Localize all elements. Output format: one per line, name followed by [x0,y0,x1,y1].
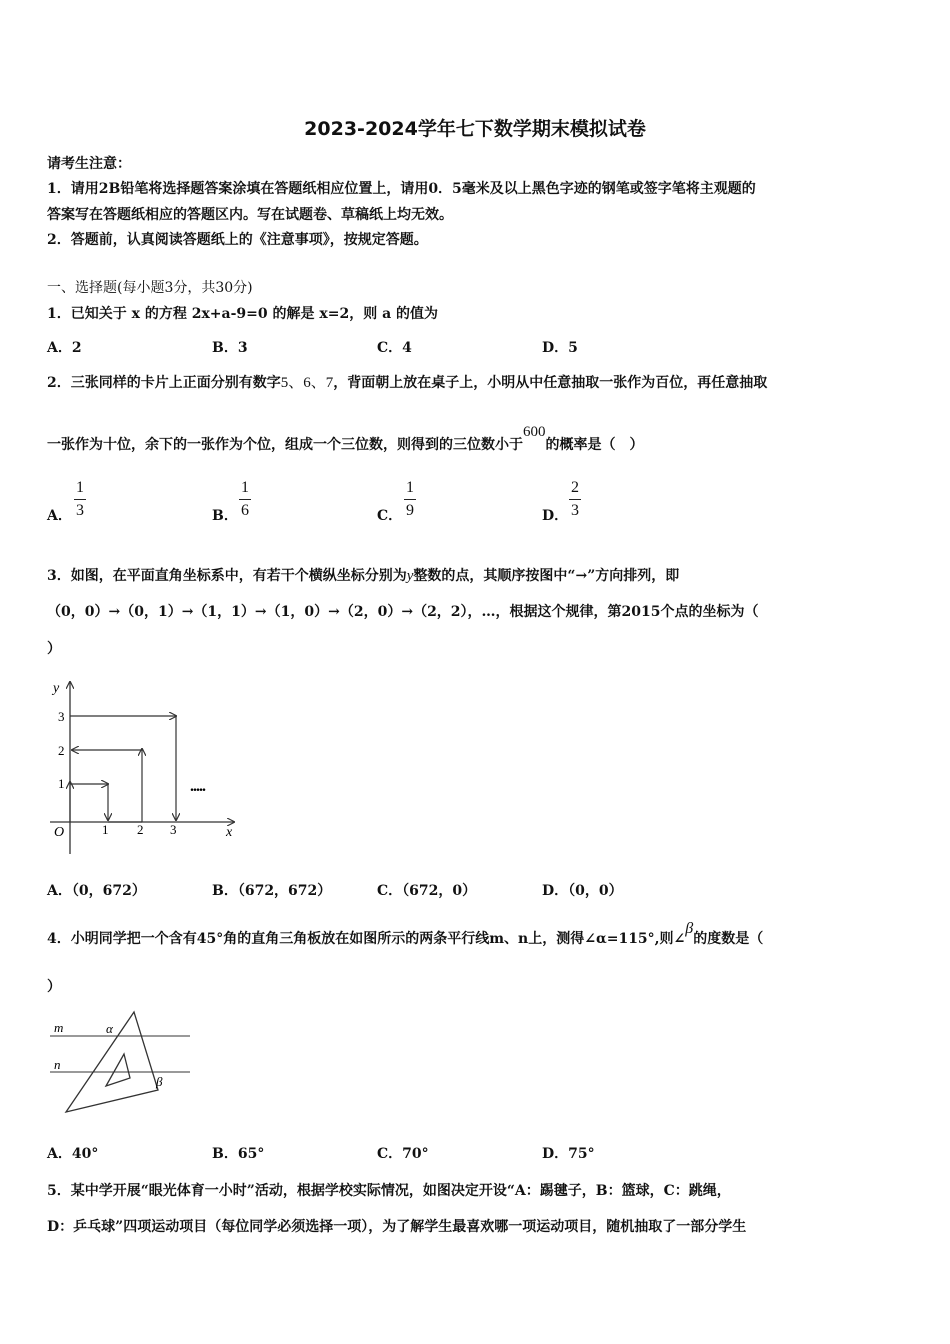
q2-stem-line-2 [47,424,644,454]
q4-option-a: A．40° [47,1146,99,1162]
q2-stem-part-c: 一张作为十位，余下的一张作为个位，组成一个三位数，则得到的三位数小于 [47,437,523,453]
q4-triangle-figure [48,1008,198,1120]
q2-option-b-fraction [239,479,251,520]
q2-threshold-number: 600 [523,424,546,440]
q4-stem-line-2: ） [47,979,61,995]
q2-card-numbers: 5、6、7 [280,375,334,391]
q3-stem-line-3: ） [47,641,61,657]
continuation-dots: ..... [190,778,205,795]
fraction-denominator: 3 [571,502,579,519]
q2-stem-part-a: 2．三张同样的卡片上正面分别有数字 [47,375,281,391]
notice-line-1: 1．请用2B铅笔将选择题答案涂填在答题纸相应位置上，请用0．5毫米及以上黑色字迹的钢笔或签字笔将主观题的 [47,181,756,197]
q3-variable: y [406,568,414,584]
label-m: m [54,1020,64,1035]
q3-stem-line-1 [47,565,679,585]
q4-stem-part-b: 的度数是（ [693,931,764,947]
y-tick-label: 3 [58,709,65,724]
q5-stem-line-1: 5．某中学开展“眼光体育一小时”活动，根据学校实际情况，如图决定开设“A：踢毽子，B：篮球，C：跳绳， [47,1183,731,1199]
triangle-inner [106,1054,130,1086]
origin-label: O [54,825,65,840]
q2-option-a-label: A． [47,508,72,524]
fraction-numerator: 2 [571,479,579,496]
q1-option-c: C．4 [377,340,412,356]
q3-stem-part-b: 整数的点，其顺序按图中“→”方向排列，即 [413,568,680,584]
x-axis-label: x [226,825,233,840]
label-alpha: α [106,1021,113,1036]
y-axis-label: y [53,681,60,696]
label-n: n [54,1057,61,1072]
x-tick-label: 1 [102,822,109,837]
page-title: 2023-2024学年七下数学期末模拟试卷 [304,118,646,140]
q1-option-d: D．5 [542,340,578,356]
q2-stem-part-b: ，背面朝上放在桌子上，小明从中任意抽取一张作为百位，再任意抽取 [333,375,768,391]
notice-heading: 请考生注意： [47,156,131,172]
q3-option-b: B．（672，672） [212,883,332,899]
x-tick-label: 2 [137,822,144,837]
q2-option-a-fraction [74,479,86,520]
y-tick-label: 1 [58,776,65,791]
notice-line-3: 2．答题前，认真阅读答题纸上的《注意事项》，按规定答题。 [47,232,428,248]
fraction-denominator: 3 [76,502,84,519]
notice-line-2: 答案写在答题纸相应的答题区内。写在试题卷、草稿纸上均无效。 [47,207,453,223]
q2-option-c-fraction [404,479,416,520]
q2-option-d-fraction [569,479,581,520]
fraction-numerator: 1 [76,479,84,496]
fraction-denominator: 9 [406,502,414,519]
y-tick-label: 2 [58,743,65,758]
fraction-denominator: 6 [241,502,249,519]
q4-option-d: D．75° [542,1146,595,1162]
q2-option-b-label: B． [212,508,238,524]
fraction-numerator: 1 [406,479,414,496]
label-beta: β [156,1074,163,1089]
x-tick-label: 3 [170,822,177,837]
q2-option-c-label: C． [377,508,403,524]
q2-stem-line-1 [47,371,767,392]
q3-option-d: D．（0，0） [542,883,623,899]
q3-option-a: A．（0，672） [47,883,146,899]
q4-option-b: B．65° [212,1146,265,1162]
q4-stem-line-1 [47,920,764,948]
q4-stem-part-a: 4．小明同学把一个含有45°角的直角三角板放在如图所示的两条平行线m、n上，测得∠α=115°,则∠ [47,931,686,947]
q3-coordinate-figure [44,676,244,858]
q2-stem-part-d: 的概率是（ ） [545,437,644,453]
q4-beta-symbol: β [685,920,694,937]
q4-option-c: C．70° [377,1146,429,1162]
q1-option-b: B．3 [212,340,248,356]
q2-option-d-label: D． [542,508,569,524]
q3-stem-line-2: （0，0）→（0，1）→（1，1）→（1，0）→（2，0）→（2，2），…，根据这个规律，第2015个点的坐标为（ [47,604,759,620]
section-heading: 一、选择题(每小题3分，共30分) [47,280,253,296]
q3-option-c: C．（672，0） [377,883,477,899]
q5-stem-line-2: D：乒乓球”四项运动项目（每位同学必须选择一项），为了解学生最喜欢哪一项运动项目，随机抽取了一部分学生 [47,1219,747,1235]
q3-stem-part-a: 3．如图，在平面直角坐标系中，有若干个横纵坐标分别为 [47,568,407,584]
q1-stem: 1．已知关于 x 的方程 2x+a-9=0 的解是 x=2，则 a 的值为 [47,306,439,322]
q1-option-a: A．2 [47,340,82,356]
fraction-numerator: 1 [241,479,249,496]
